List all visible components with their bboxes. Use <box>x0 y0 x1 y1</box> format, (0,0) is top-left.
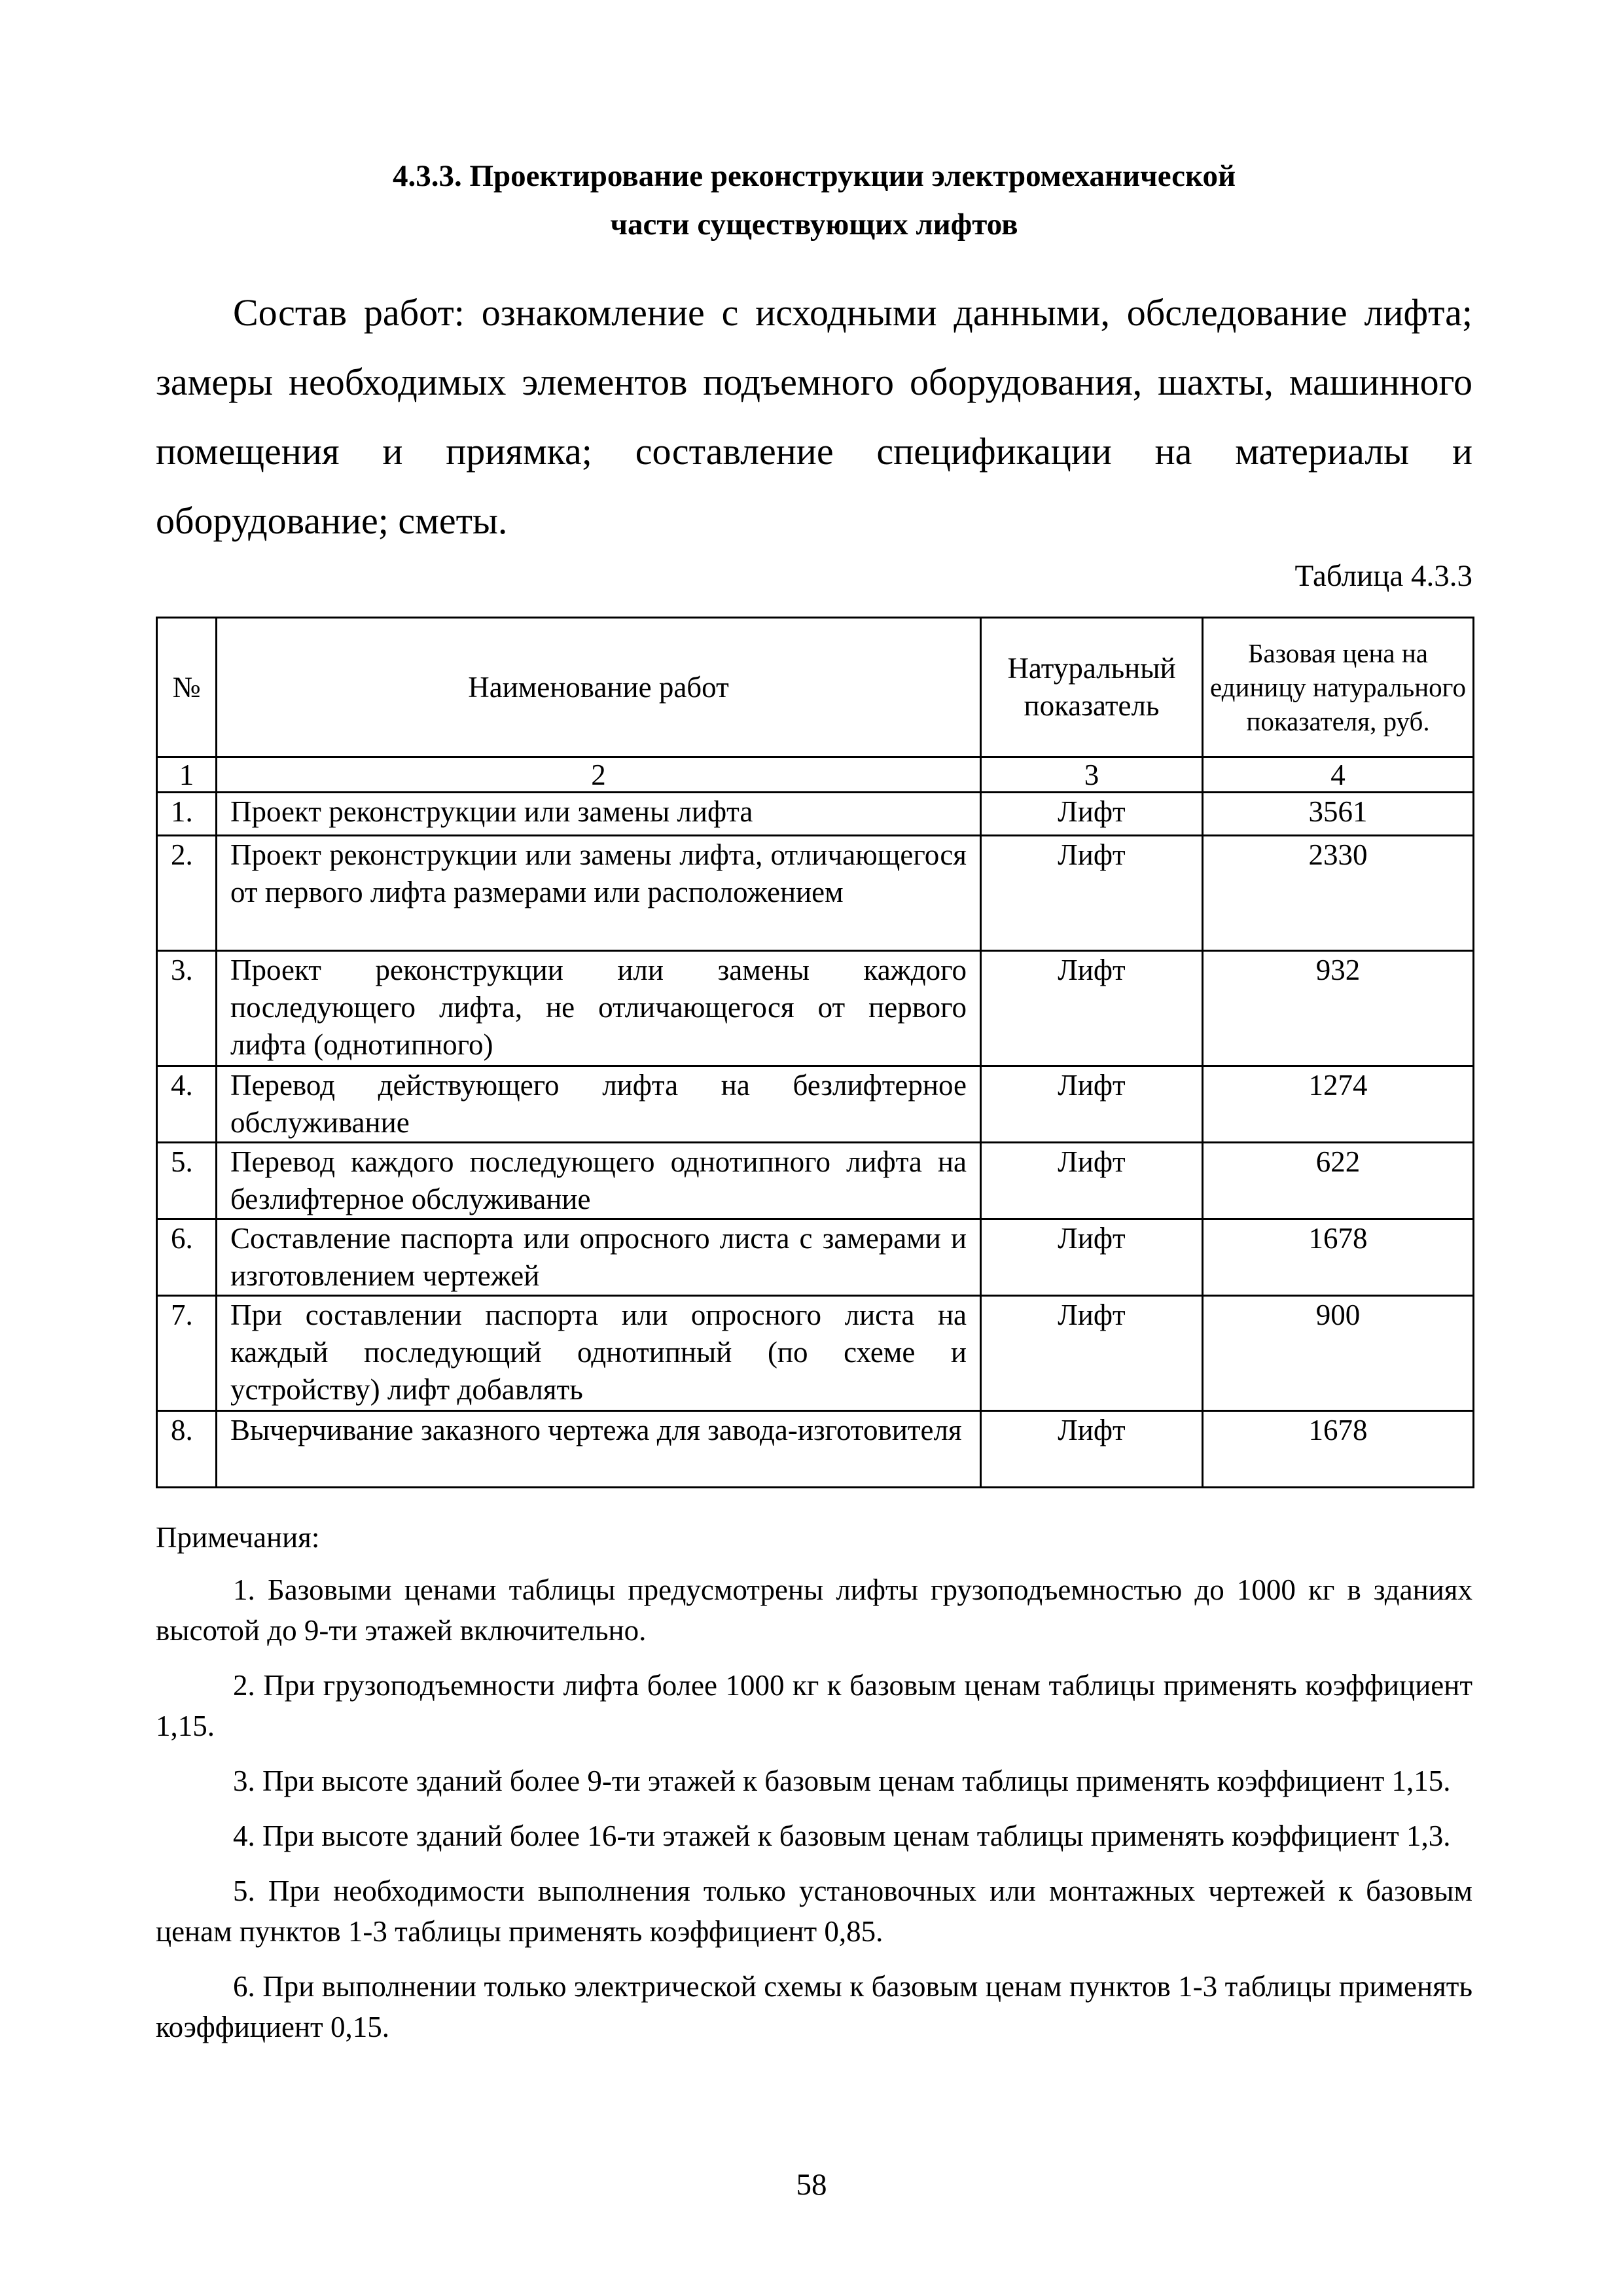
row-indicator: Лифт <box>981 836 1203 951</box>
table-header-row <box>157 618 1474 757</box>
row-price: 2330 <box>1203 836 1474 951</box>
row-price: 3561 <box>1203 793 1474 836</box>
table-row <box>157 1411 1474 1488</box>
table-row <box>157 951 1474 1066</box>
row-price: 622 <box>1203 1143 1474 1219</box>
row-work-name: При составлении паспорта или опросного листа на каждый последующий однотипный (по схеме и устройству) лифт добавлять <box>217 1296 981 1411</box>
notes-title: Примечания: <box>156 1521 320 1554</box>
row-work-name: Составление паспорта или опросного листа с замерами и изготовлением чертежей <box>217 1219 981 1296</box>
row-price: 1274 <box>1203 1066 1474 1143</box>
header-number: № <box>157 618 217 757</box>
row-work-name: Проект реконструкции или замены лифта, отличающегося от первого лифта размерами или расположением <box>217 836 981 951</box>
note-item: 6. При выполнении только электрической схемы к базовым ценам пунктов 1-3 таблицы применять коэффициент 0,15. <box>156 1970 1472 2043</box>
row-work-name: Проект реконструкции или замены каждого последующего лифта, не отличающегося от первого лифта (однотипного) <box>217 951 981 1066</box>
row-indicator: Лифт <box>981 1219 1203 1296</box>
table-row <box>157 793 1474 836</box>
row-indicator: Лифт <box>981 951 1203 1066</box>
header-base-price: Базовая цена на единицу натурального показателя, руб. <box>1203 618 1474 757</box>
row-work-name: Проект реконструкции или замены лифта <box>217 793 981 836</box>
row-price: 1678 <box>1203 1219 1474 1296</box>
row-number: 7. <box>157 1296 217 1411</box>
row-work-name: Перевод каждого последующего однотипного лифта на безлифтерное обслуживание <box>217 1143 981 1219</box>
row-number: 6. <box>157 1219 217 1296</box>
note-item: 1. Базовыми ценами таблицы предусмотрены лифты грузоподъемностью до 1000 кг в зданиях высотой до 9-ти этажей включительно. <box>156 1573 1472 1647</box>
intro-paragraph: Состав работ: ознакомление с исходными данными, обследование лифта; замеры необходимых элементов подъемного оборудования, шахты, машинного помещения и приямка; составление спецификации на материалы и оборудование; сметы. <box>156 291 1472 542</box>
section-heading <box>156 152 1472 249</box>
row-indicator: Лифт <box>981 1296 1203 1411</box>
works-price-table <box>156 617 1474 1488</box>
section-title-line-2: части существующих лифтов <box>610 207 1018 242</box>
header-work-name: Наименование работ <box>217 618 981 757</box>
table-caption: Таблица 4.3.3 <box>1294 559 1472 593</box>
row-work-name: Вычерчивание заказного чертежа для завода-изготовителя <box>217 1411 981 1488</box>
section-title-line-1: 4.3.3. Проектирование реконструкции электромеханической <box>392 159 1236 193</box>
row-number: 5. <box>157 1143 217 1219</box>
table-row <box>157 1219 1474 1296</box>
note-item: 2. При грузоподъемности лифта более 1000 кг к базовым ценам таблицы применять коэффициент 1,15. <box>156 1669 1472 1742</box>
table-row <box>157 1143 1474 1219</box>
column-number-row <box>157 757 1474 793</box>
row-indicator: Лифт <box>981 1143 1203 1219</box>
table-row <box>157 1296 1474 1411</box>
row-number: 8. <box>157 1411 217 1488</box>
row-number: 2. <box>157 836 217 951</box>
page-number: 58 <box>796 2168 827 2202</box>
notes-section <box>156 1517 1472 2062</box>
row-number: 1. <box>157 793 217 836</box>
row-number: 4. <box>157 1066 217 1143</box>
row-work-name: Перевод действующего лифта на безлифтерное обслуживание <box>217 1066 981 1143</box>
column-number: 3 <box>981 757 1203 793</box>
header-natural-indicator: Натуральный показатель <box>981 618 1203 757</box>
row-indicator: Лифт <box>981 1066 1203 1143</box>
row-price: 900 <box>1203 1296 1474 1411</box>
row-number: 3. <box>157 951 217 1066</box>
table-row <box>157 1066 1474 1143</box>
column-number: 4 <box>1203 757 1474 793</box>
note-item: 4. При высоте зданий более 16-ти этажей к базовым ценам таблицы применять коэффициент 1,3. <box>233 1820 1451 1852</box>
column-number: 1 <box>157 757 217 793</box>
note-item: 3. При высоте зданий более 9-ти этажей к базовым ценам таблицы применять коэффициент 1,15. <box>233 1765 1451 1797</box>
row-indicator: Лифт <box>981 793 1203 836</box>
note-item: 5. При необходимости выполнения только установочных или монтажных чертежей к базовым ценам пунктов 1-3 таблицы применять коэффициент 0,85. <box>156 1874 1472 1948</box>
column-number: 2 <box>217 757 981 793</box>
row-price: 932 <box>1203 951 1474 1066</box>
table-row <box>157 836 1474 951</box>
row-indicator: Лифт <box>981 1411 1203 1488</box>
row-price: 1678 <box>1203 1411 1474 1488</box>
